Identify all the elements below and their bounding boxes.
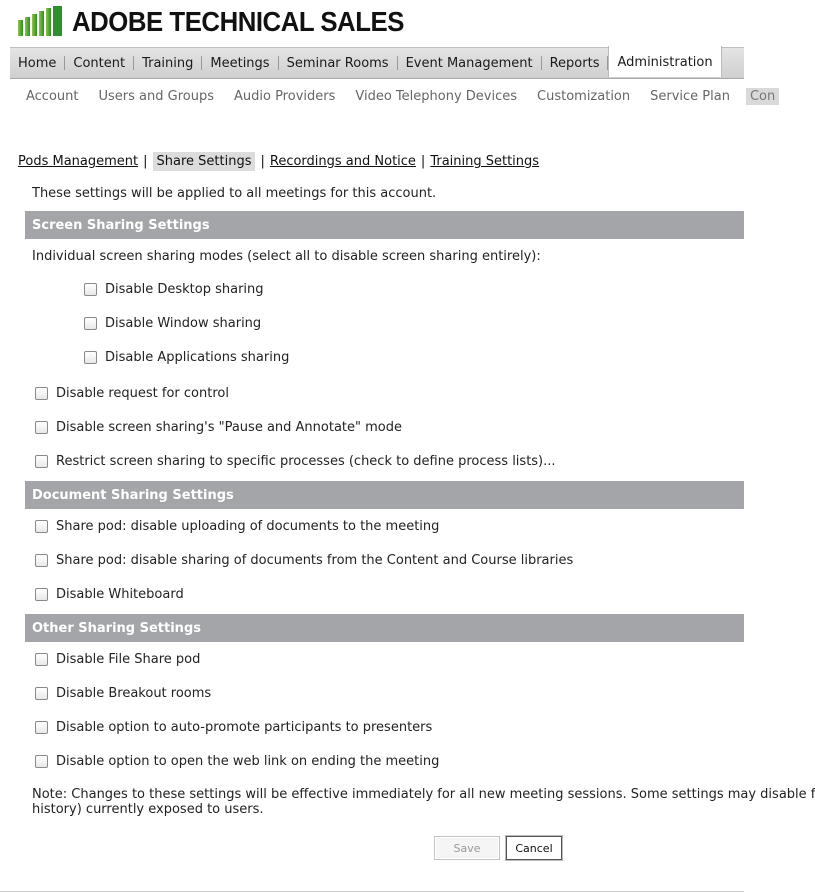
tab-divider: | bbox=[260, 154, 265, 169]
checkbox[interactable] bbox=[35, 520, 48, 533]
subnav-users-and-groups[interactable]: Users and Groups bbox=[98, 88, 214, 104]
checkbox[interactable] bbox=[35, 687, 48, 700]
option-disable-file-share-pod[interactable] bbox=[35, 652, 200, 667]
option-disable-pause-and-annotate[interactable] bbox=[35, 420, 402, 435]
option-label: Disable request for control bbox=[56, 386, 229, 401]
note-line-2: history) currently exposed to users. bbox=[32, 802, 264, 817]
subnav-account[interactable]: Account bbox=[26, 88, 79, 104]
tab-recordings-and-notice[interactable]: Recordings and Notice bbox=[269, 154, 416, 169]
checkbox[interactable] bbox=[35, 554, 48, 567]
subnav-audio-providers[interactable]: Audio Providers bbox=[233, 88, 336, 104]
nav-tab-seminar-rooms[interactable]: Seminar Rooms bbox=[286, 55, 389, 71]
section-header-other-sharing: Other Sharing Settings bbox=[25, 614, 744, 642]
option-disable-document-upload[interactable] bbox=[35, 519, 439, 534]
option-label: Disable Whiteboard bbox=[56, 587, 184, 602]
checkbox[interactable] bbox=[35, 588, 48, 601]
option-disable-whiteboard[interactable] bbox=[35, 587, 184, 602]
nav-tab-training[interactable]: Training bbox=[142, 55, 194, 71]
nav-tab-content[interactable]: Content bbox=[73, 55, 126, 71]
checkbox[interactable] bbox=[35, 721, 48, 734]
main-navigation bbox=[10, 47, 744, 79]
checkbox[interactable] bbox=[35, 421, 48, 434]
option-disable-applications-sharing[interactable] bbox=[84, 350, 289, 365]
cancel-button[interactable]: Cancel bbox=[506, 836, 562, 860]
option-label: Share pod: disable sharing of documents from the Content and Course libraries bbox=[56, 553, 574, 568]
footer-divider bbox=[0, 891, 744, 892]
option-label: Disable option to open the web link on ending the meeting bbox=[56, 754, 440, 769]
section-header-screen-sharing: Screen Sharing Settings bbox=[25, 211, 744, 239]
checkbox[interactable] bbox=[84, 317, 97, 330]
checkbox[interactable] bbox=[35, 387, 48, 400]
checkbox[interactable] bbox=[84, 351, 97, 364]
option-disable-breakout-rooms[interactable] bbox=[35, 686, 211, 701]
option-disable-desktop-sharing[interactable] bbox=[84, 282, 264, 297]
option-disable-open-web-link[interactable] bbox=[35, 754, 439, 769]
tab-divider: | bbox=[143, 154, 148, 169]
option-label: Disable Desktop sharing bbox=[105, 282, 264, 297]
option-restrict-screen-sharing-processes[interactable] bbox=[35, 454, 556, 469]
option-disable-request-for-control[interactable] bbox=[35, 386, 229, 401]
checkbox[interactable] bbox=[35, 455, 48, 468]
option-label: Disable Breakout rooms bbox=[56, 686, 212, 701]
note-line-1: Note: Changes to these settings will be effective immediately for all new meeting sessions. Some settings may disable f bbox=[32, 787, 815, 802]
subnav-service-plan[interactable]: Service Plan bbox=[650, 88, 730, 104]
subnav-video-telephony-devices[interactable]: Video Telephony Devices bbox=[355, 88, 518, 104]
nav-tab-meetings[interactable]: Meetings bbox=[210, 55, 270, 71]
nav-tab-home[interactable]: Home bbox=[18, 55, 57, 71]
adobe-logo-icon bbox=[16, 4, 64, 40]
tab-divider: | bbox=[420, 154, 426, 169]
section-header-document-sharing: Document Sharing Settings bbox=[25, 481, 744, 509]
option-disable-library-sharing[interactable] bbox=[35, 553, 573, 568]
tab-training-settings[interactable]: Training Settings bbox=[430, 154, 540, 169]
save-button[interactable]: Save bbox=[434, 836, 500, 860]
nav-tab-reports[interactable]: Reports bbox=[549, 55, 600, 71]
admin-sub-navigation bbox=[16, 86, 776, 106]
checkbox[interactable] bbox=[84, 283, 97, 296]
option-label: Restrict screen sharing to specific processes (check to define process lists)... bbox=[56, 454, 556, 469]
option-disable-window-sharing[interactable] bbox=[84, 316, 261, 331]
nav-tab-event-management[interactable]: Event Management bbox=[405, 55, 533, 71]
subnav-compliance-truncated[interactable]: Con bbox=[746, 88, 779, 105]
checkbox[interactable] bbox=[35, 755, 48, 768]
option-label: Disable Applications sharing bbox=[105, 350, 290, 365]
nav-tab-administration[interactable]: Administration bbox=[608, 46, 721, 77]
screen-sharing-description: Individual screen sharing modes (select all to disable screen sharing entirely): bbox=[32, 249, 541, 264]
option-label: Disable Window sharing bbox=[105, 316, 262, 331]
option-label: Disable File Share pod bbox=[56, 652, 201, 667]
settings-note bbox=[32, 787, 815, 817]
brand-logo bbox=[16, 4, 433, 40]
option-label: Disable screen sharing's "Pause and Annotate" mode bbox=[56, 420, 403, 435]
brand-name: ADOBE TECHNICAL SALES bbox=[72, 6, 404, 37]
settings-tabs bbox=[18, 152, 539, 171]
checkbox[interactable] bbox=[35, 653, 48, 666]
option-label: Share pod: disable uploading of documents to the meeting bbox=[56, 519, 440, 534]
tab-share-settings[interactable]: Share Settings bbox=[153, 152, 256, 171]
option-disable-auto-promote[interactable] bbox=[35, 720, 432, 735]
tab-pods-management[interactable]: Pods Management bbox=[18, 154, 139, 169]
subnav-customization[interactable]: Customization bbox=[537, 88, 631, 104]
intro-text: These settings will be applied to all meetings for this account. bbox=[32, 186, 437, 201]
option-label: Disable option to auto-promote participants to presenters bbox=[56, 720, 433, 735]
